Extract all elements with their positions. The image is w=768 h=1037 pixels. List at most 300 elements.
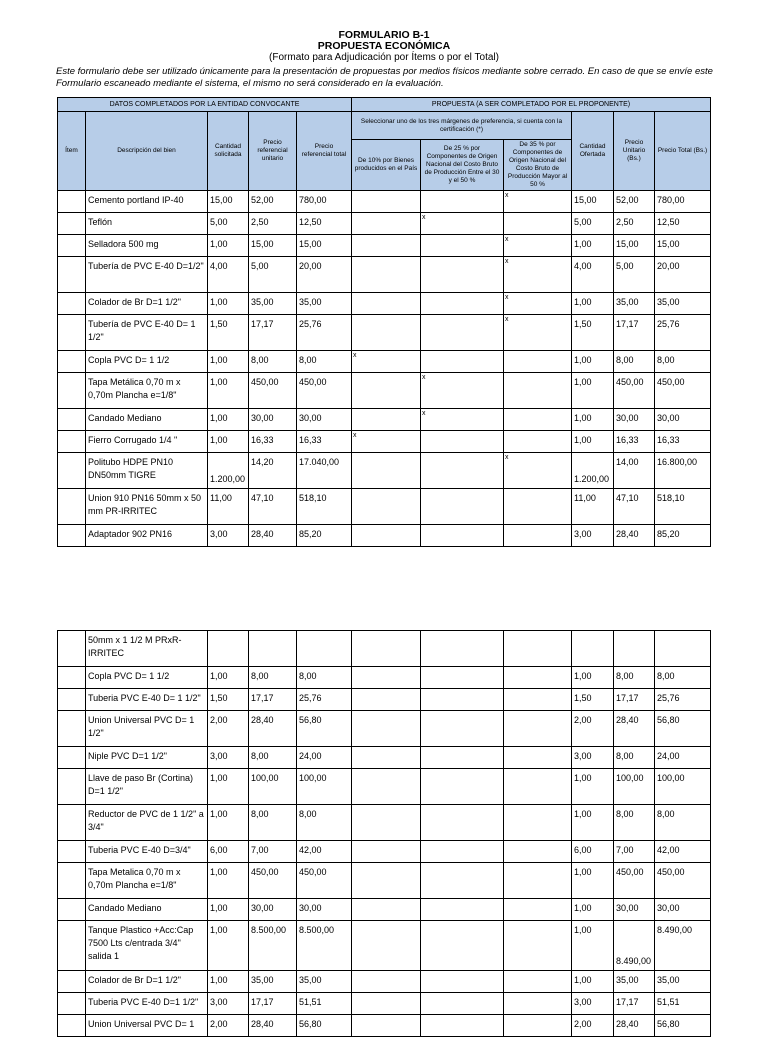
ref-total-price-cell: 16,33: [297, 431, 352, 453]
item-cell: [58, 315, 86, 351]
pref-10-cell: [352, 191, 421, 213]
pref-35-cell: [504, 841, 572, 863]
pref-35-cell: [504, 191, 572, 213]
item-cell: [58, 431, 86, 453]
quantity-requested-cell: 1,00: [208, 235, 249, 257]
ref-total-price-cell: 780,00: [297, 191, 352, 213]
pref-35-cell: [504, 805, 572, 841]
pref-35-cell: [504, 293, 572, 315]
description-cell: Union 910 PN16 50mm x 50 mm PR-IRRITEC: [86, 489, 208, 525]
quantity-requested-cell: [208, 631, 249, 667]
description-cell: Copla PVC D= 1 1/2: [86, 667, 208, 689]
total-price-cell: 780,00: [655, 191, 711, 213]
pref-10-cell: [352, 525, 421, 547]
quantity-requested-cell: 1,00: [208, 899, 249, 921]
table-row: [58, 899, 711, 921]
total-price-cell: 16.800,00: [655, 453, 711, 489]
table-row: [58, 769, 711, 805]
pref-10-cell: [352, 667, 421, 689]
pref-35-cell: [504, 631, 572, 667]
table-row: [58, 489, 711, 525]
unit-price-cell: 17,17: [614, 315, 655, 351]
ref-total-price-cell: 8,00: [297, 351, 352, 373]
table-row: [58, 293, 711, 315]
item-cell: [58, 971, 86, 993]
quantity-offered-cell: 1,00: [572, 293, 614, 315]
pref-35-cell: [504, 373, 572, 409]
quantity-offered-cell: 1,00: [572, 805, 614, 841]
pref-10-cell: [352, 293, 421, 315]
item-cell: [58, 747, 86, 769]
quantity-offered-cell: 6,00: [572, 841, 614, 863]
form-title: FORMULARIO B-1: [338, 29, 430, 41]
pref-25-cell: [421, 525, 504, 547]
total-price-cell: 12,50: [655, 213, 711, 235]
pref-25-cell: [421, 213, 504, 235]
entidad-group-header: DATOS COMPLETADOS POR LA ENTIDAD CONVOCANTE: [58, 98, 352, 112]
pref-10-cell: [352, 899, 421, 921]
ref-unit-price-cell: 35,00: [249, 293, 297, 315]
table-row: [58, 805, 711, 841]
pref-10-cell: [352, 213, 421, 235]
description-cell: Tapa Metalica 0,70 m x 0,70m Plancha e=1/8": [86, 863, 208, 899]
table-row: [58, 453, 711, 489]
table-row: [58, 747, 711, 769]
item-cell: [58, 921, 86, 971]
pref-10-cell: [352, 993, 421, 1015]
description-header: Descripción del bien: [86, 112, 208, 191]
quantity-offered-cell: 1,00: [572, 409, 614, 431]
pref-10-cell: [352, 711, 421, 747]
pref-25-cell: [421, 631, 504, 667]
pref-35-cell: [504, 351, 572, 373]
description-cell: Union Universal PVC D= 1 1/2": [86, 711, 208, 747]
unit-price-cell: 8,00: [614, 805, 655, 841]
ref-unit-price-cell: 450,00: [249, 373, 297, 409]
description-cell: Fierro Corrugado 1/4 ": [86, 431, 208, 453]
pref-10-cell: [352, 235, 421, 257]
description-cell: Colador de Br D=1 1/2": [86, 971, 208, 993]
table-row: [58, 525, 711, 547]
quantity-requested-cell: 1,00: [208, 863, 249, 899]
total-price-cell: 35,00: [655, 971, 711, 993]
pref-35-cell: [504, 667, 572, 689]
unit-price-cell: 28,40: [614, 711, 655, 747]
pref-25-cell: [421, 453, 504, 489]
item-cell: [58, 805, 86, 841]
unit-price-cell: 47,10: [614, 489, 655, 525]
total-price-cell: 8,00: [655, 667, 711, 689]
table-row: [58, 235, 711, 257]
pref-35-cell: [504, 1015, 572, 1037]
ref-unit-price-cell: 100,00: [249, 769, 297, 805]
total-price-cell: 51,51: [655, 993, 711, 1015]
total-price-cell: [655, 631, 711, 667]
pref-10-header: De 10% por Bienes producidos en el País: [352, 140, 421, 191]
selection-mark: x: [505, 236, 509, 243]
description-cell: Tubería de PVC E-40 D= 1 1/2": [86, 315, 208, 351]
proponente-group-header: PROPUESTA (A SER COMPLETADO POR EL PROPONENTE): [352, 98, 711, 112]
ref-total-price-cell: [297, 631, 352, 667]
selection-mark: x: [505, 294, 509, 301]
total-price-cell: 518,10: [655, 489, 711, 525]
ref-unit-price-cell: 5,00: [249, 257, 297, 293]
quantity-offered-cell: 1,00: [572, 235, 614, 257]
pref-25-cell: [421, 489, 504, 525]
quantity-offered-cell: 1,00: [572, 971, 614, 993]
unit-price-cell: 8,00: [614, 747, 655, 769]
ref-unit-price-cell: 8,00: [249, 747, 297, 769]
ref-unit-price-cell: 28,40: [249, 525, 297, 547]
quantity-requested-cell: 4,00: [208, 257, 249, 293]
table-row: [58, 373, 711, 409]
item-cell: [58, 409, 86, 431]
description-cell: Niple PVC D=1 1/2": [86, 747, 208, 769]
ref-unit-price-cell: 450,00: [249, 863, 297, 899]
ref-total-price-cell: 17.040,00: [297, 453, 352, 489]
ref-total-price-cell: 35,00: [297, 293, 352, 315]
selection-mark: x: [422, 374, 426, 381]
item-header: Ítem: [58, 112, 86, 191]
ref-unit-price-cell: 14,20: [249, 453, 297, 489]
pref-35-cell: [504, 213, 572, 235]
total-price-cell: 8,00: [655, 805, 711, 841]
quantity-requested-cell: 2,00: [208, 1015, 249, 1037]
pref-35-cell: [504, 409, 572, 431]
pref-10-cell: [352, 769, 421, 805]
pref-25-cell: [421, 805, 504, 841]
total-price-cell: 8,00: [655, 351, 711, 373]
pref-10-cell: [352, 1015, 421, 1037]
quantity-offered-cell: 3,00: [572, 747, 614, 769]
description-cell: Teflón: [86, 213, 208, 235]
item-cell: [58, 841, 86, 863]
selection-mark: x: [422, 214, 426, 221]
quantity-requested-cell: 1,00: [208, 921, 249, 971]
item-cell: [58, 453, 86, 489]
table-row: [58, 711, 711, 747]
description-cell: Adaptador 902 PN16: [86, 525, 208, 547]
table-row: [58, 315, 711, 351]
ref-total-price-cell: 8,00: [297, 667, 352, 689]
selection-mark: x: [505, 192, 509, 199]
pref-10-cell: [352, 631, 421, 667]
quantity-offered-cell: 4,00: [572, 257, 614, 293]
quantity-offered-cell: 1,00: [572, 899, 614, 921]
selection-mark: x: [505, 454, 509, 461]
ref-unit-price-cell: 16,33: [249, 431, 297, 453]
pref-25-cell: [421, 769, 504, 805]
quantity-offered-cell: 1,50: [572, 689, 614, 711]
ref-total-price-cell: 518,10: [297, 489, 352, 525]
pref-25-cell: [421, 863, 504, 899]
ref-total-price-cell: 8,00: [297, 805, 352, 841]
table-row: [58, 351, 711, 373]
pref-35-cell: [504, 525, 572, 547]
ref-total-price-cell: 450,00: [297, 863, 352, 899]
description-cell: Union Universal PVC D= 1: [86, 1015, 208, 1037]
ref-total-price-cell: 56,80: [297, 711, 352, 747]
ref-unit-price-cell: 28,40: [249, 711, 297, 747]
pref-35-cell: [504, 993, 572, 1015]
pref-10-cell: [352, 431, 421, 453]
selection-mark: x: [422, 410, 426, 417]
table-row: [58, 993, 711, 1015]
item-cell: [58, 213, 86, 235]
unit-price-cell: 5,00: [614, 257, 655, 293]
total-price-cell: 56,80: [655, 1015, 711, 1037]
description-cell: Tuberia PVC E-40 D=3/4": [86, 841, 208, 863]
table-row: [58, 1015, 711, 1037]
item-cell: [58, 711, 86, 747]
item-cell: [58, 373, 86, 409]
table-row: [58, 191, 711, 213]
total-price-cell: 8.490,00: [655, 921, 711, 971]
unit-price-cell: 17,17: [614, 689, 655, 711]
ref-total-price-cell: 15,00: [297, 235, 352, 257]
pref-10-cell: [352, 453, 421, 489]
unit-price-cell: 30,00: [614, 899, 655, 921]
unit-price-header: Precio Unitario (Bs.): [614, 112, 655, 191]
quantity-requested-cell: 3,00: [208, 993, 249, 1015]
quantity-requested-cell: 11,00: [208, 489, 249, 525]
ref-total-price-cell: 35,00: [297, 971, 352, 993]
description-cell: Tapa Metálica 0,70 m x 0,70m Plancha e=1/8": [86, 373, 208, 409]
table-row: [58, 971, 711, 993]
table-body-page1: [58, 191, 711, 547]
item-cell: [58, 863, 86, 899]
pref-35-header: De 35 % por Componentes de Origen Nacional del Costo Bruto de Producción Mayor al 50 %: [504, 140, 572, 191]
total-price-cell: 450,00: [655, 863, 711, 899]
unit-price-cell: 450,00: [614, 863, 655, 899]
unit-price-cell: 15,00: [614, 235, 655, 257]
table-row: [58, 689, 711, 711]
pref-10-cell: [352, 971, 421, 993]
pref-25-cell: [421, 971, 504, 993]
quantity-requested-cell: 1,00: [208, 769, 249, 805]
item-cell: [58, 351, 86, 373]
quantity-requested-cell: 1,00: [208, 431, 249, 453]
pref-35-cell: [504, 689, 572, 711]
quantity-requested-cell: 6,00: [208, 841, 249, 863]
description-cell: Colador de Br D=1 1/2": [86, 293, 208, 315]
total-price-cell: 24,00: [655, 747, 711, 769]
ref-total-price-cell: 85,20: [297, 525, 352, 547]
item-cell: [58, 489, 86, 525]
quantity-requested-header: Cantidad solicitada: [208, 112, 249, 191]
ref-total-price-cell: 25,76: [297, 315, 352, 351]
pref-10-cell: [352, 805, 421, 841]
pref-25-cell: [421, 257, 504, 293]
ref-unit-price-cell: 35,00: [249, 971, 297, 993]
pref-25-cell: [421, 191, 504, 213]
unit-price-cell: 14,00: [614, 453, 655, 489]
item-cell: [58, 1015, 86, 1037]
ref-total-price-cell: 8.500,00: [297, 921, 352, 971]
pref-35-cell: [504, 863, 572, 899]
item-cell: [58, 631, 86, 667]
ref-total-price-cell: 30,00: [297, 899, 352, 921]
ref-unit-price-cell: 8.500,00: [249, 921, 297, 971]
total-price-cell: 450,00: [655, 373, 711, 409]
pref-35-cell: [504, 711, 572, 747]
item-cell: [58, 667, 86, 689]
pref-25-cell: [421, 689, 504, 711]
ref-unit-price-cell: [249, 631, 297, 667]
quantity-offered-cell: 3,00: [572, 525, 614, 547]
ref-total-price-cell: 51,51: [297, 993, 352, 1015]
pref-25-cell: [421, 409, 504, 431]
pref-10-cell: [352, 747, 421, 769]
item-cell: [58, 899, 86, 921]
quantity-offered-cell: 1,00: [572, 373, 614, 409]
selection-mark: x: [505, 258, 509, 265]
quantity-requested-cell: 2,00: [208, 711, 249, 747]
quantity-offered-cell: 1,00: [572, 863, 614, 899]
pref-25-cell: [421, 993, 504, 1015]
pref-25-cell: [421, 747, 504, 769]
unit-price-cell: 7,00: [614, 841, 655, 863]
ref-unit-price-cell: 8,00: [249, 805, 297, 841]
description-cell: Politubo HDPE PN10 DN50mm TIGRE: [86, 453, 208, 489]
unit-price-cell: 17,17: [614, 993, 655, 1015]
quantity-requested-cell: 1,50: [208, 315, 249, 351]
unit-price-cell: 35,00: [614, 293, 655, 315]
ref-unit-price-cell: 28,40: [249, 1015, 297, 1037]
total-price-cell: 30,00: [655, 899, 711, 921]
pref-25-cell: [421, 921, 504, 971]
pref-35-cell: [504, 899, 572, 921]
pref-25-cell: [421, 235, 504, 257]
pref-10-cell: [352, 689, 421, 711]
ref-total-price-cell: 30,00: [297, 409, 352, 431]
quantity-offered-cell: 1,00: [572, 769, 614, 805]
ref-unit-price-cell: 8,00: [249, 351, 297, 373]
total-price-cell: 15,00: [655, 235, 711, 257]
quantity-requested-cell: 1,50: [208, 689, 249, 711]
pref-25-cell: [421, 667, 504, 689]
table-row: [58, 841, 711, 863]
pref-25-cell: [421, 373, 504, 409]
pref-10-cell: [352, 489, 421, 525]
description-cell: Tuberia PVC E-40 D= 1 1/2": [86, 689, 208, 711]
pref-10-cell: [352, 315, 421, 351]
total-price-cell: 16,33: [655, 431, 711, 453]
quantity-requested-cell: 1,00: [208, 667, 249, 689]
pref-25-cell: [421, 841, 504, 863]
item-cell: [58, 191, 86, 213]
unit-price-cell: 28,40: [614, 525, 655, 547]
table-row: [58, 257, 711, 293]
quantity-offered-cell: 2,00: [572, 1015, 614, 1037]
table-row: [58, 213, 711, 235]
ref-unit-price-cell: 8,00: [249, 667, 297, 689]
quantity-offered-cell: 3,00: [572, 993, 614, 1015]
description-cell: Copla PVC D= 1 1/2: [86, 351, 208, 373]
ref-unit-price-cell: 52,00: [249, 191, 297, 213]
pref-10-cell: [352, 373, 421, 409]
ref-unit-price-cell: 15,00: [249, 235, 297, 257]
ref-unit-price-cell: 17,17: [249, 315, 297, 351]
unit-price-cell: 28,40: [614, 1015, 655, 1037]
quantity-offered-cell: 1,50: [572, 315, 614, 351]
form-header: [0, 30, 768, 63]
total-price-cell: 20,00: [655, 257, 711, 293]
ref-total-price-cell: 42,00: [297, 841, 352, 863]
quantity-offered-header: Cantidad Ofertada: [572, 112, 614, 191]
pref-10-cell: [352, 257, 421, 293]
description-cell: Tubería de PVC E-40 D=1/2": [86, 257, 208, 293]
unit-price-cell: 2,50: [614, 213, 655, 235]
pref-35-cell: [504, 431, 572, 453]
quantity-requested-cell: 3,00: [208, 747, 249, 769]
unit-price-cell: 8,00: [614, 667, 655, 689]
pref-35-cell: [504, 257, 572, 293]
total-price-cell: 30,00: [655, 409, 711, 431]
total-price-cell: 85,20: [655, 525, 711, 547]
ref-total-price-cell: 24,00: [297, 747, 352, 769]
ref-total-price-cell: 56,80: [297, 1015, 352, 1037]
pref-25-cell: [421, 711, 504, 747]
pref-25-cell: [421, 899, 504, 921]
pref-10-cell: [352, 351, 421, 373]
ref-unit-price-cell: 7,00: [249, 841, 297, 863]
unit-price-cell: 8,00: [614, 351, 655, 373]
unit-price-cell: 30,00: [614, 409, 655, 431]
quantity-requested-cell: 1,00: [208, 805, 249, 841]
pref-35-cell: [504, 921, 572, 971]
ref-total-price-cell: 20,00: [297, 257, 352, 293]
ref-unit-price-cell: 47,10: [249, 489, 297, 525]
ref-unit-price-cell: 17,17: [249, 993, 297, 1015]
item-cell: [58, 235, 86, 257]
unit-price-cell: 8.490,00: [614, 921, 655, 971]
quantity-offered-cell: 2,00: [572, 711, 614, 747]
unit-price-cell: 35,00: [614, 971, 655, 993]
quantity-requested-cell: 1,00: [208, 971, 249, 993]
pref-35-cell: [504, 769, 572, 805]
description-cell: Tanque Plastico +Acc:Cap 7500 Lts c/entrada 3/4" salida 1: [86, 921, 208, 971]
item-cell: [58, 293, 86, 315]
table-row: [58, 863, 711, 899]
quantity-offered-cell: 1,00: [572, 351, 614, 373]
ref-total-price-cell: 25,76: [297, 689, 352, 711]
item-cell: [58, 769, 86, 805]
quantity-offered-cell: 5,00: [572, 213, 614, 235]
unit-price-cell: [614, 631, 655, 667]
pref-25-cell: [421, 293, 504, 315]
pref-35-cell: [504, 235, 572, 257]
item-cell: [58, 993, 86, 1015]
description-cell: Tuberia PVC E-40 D=1 1/2": [86, 993, 208, 1015]
pref-10-cell: [352, 409, 421, 431]
unit-price-cell: 52,00: [614, 191, 655, 213]
table-row: [58, 921, 711, 971]
quantity-offered-cell: 1,00: [572, 667, 614, 689]
description-cell: 50mm x 1 1/2 M PRxR-IRRITEC: [86, 631, 208, 667]
quantity-requested-cell: 3,00: [208, 525, 249, 547]
pref-10-cell: [352, 841, 421, 863]
ref-unit-price-cell: 30,00: [249, 899, 297, 921]
ref-total-price-cell: 100,00: [297, 769, 352, 805]
unit-price-cell: 100,00: [614, 769, 655, 805]
quantity-offered-cell: 15,00: [572, 191, 614, 213]
quantity-requested-cell: 15,00: [208, 191, 249, 213]
pref-25-cell: [421, 351, 504, 373]
total-price-header: Precio Total (Bs.): [655, 112, 711, 191]
ref-total-price-header: Precio referencial total: [297, 112, 352, 191]
proposal-table-page2: [57, 630, 711, 1037]
